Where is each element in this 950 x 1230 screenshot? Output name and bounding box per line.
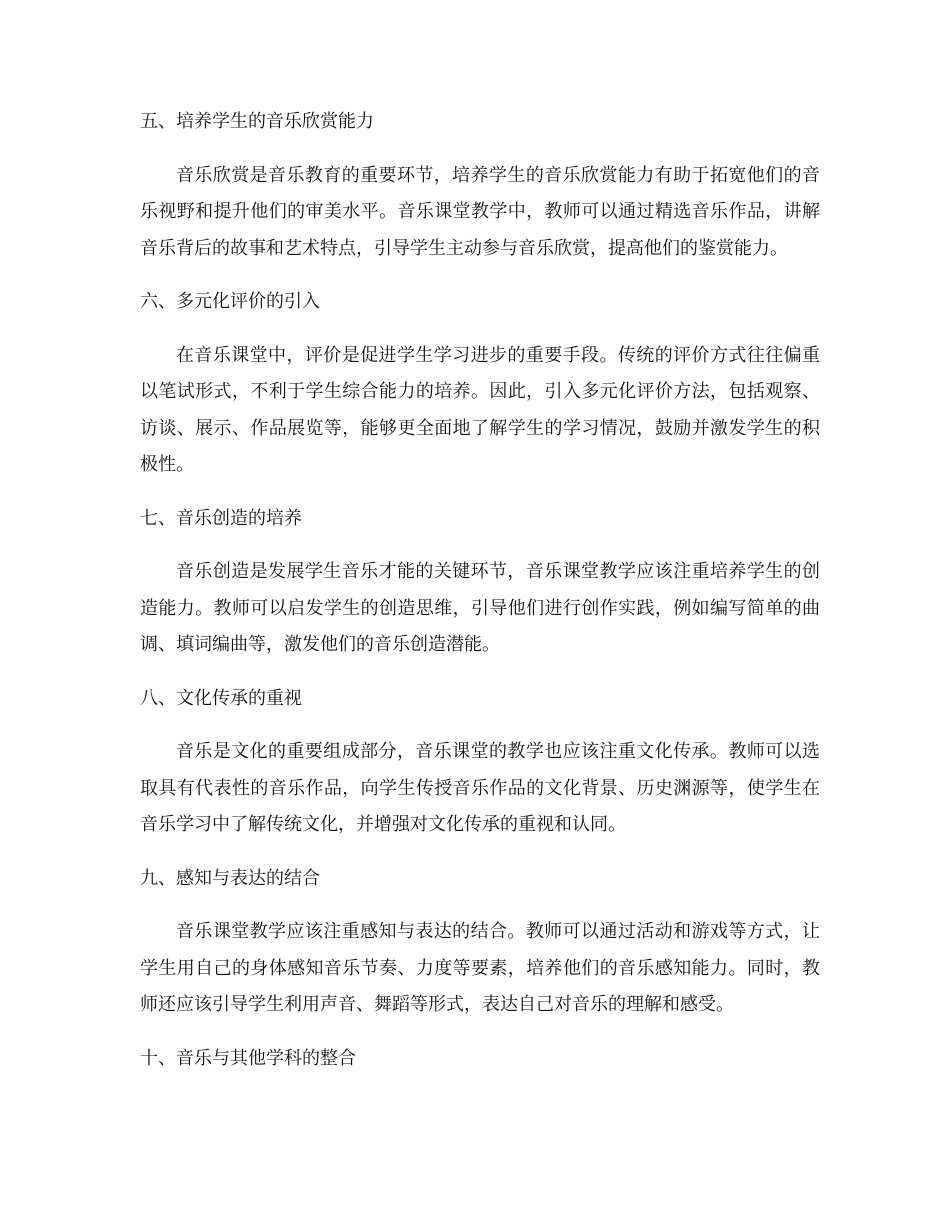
section-paragraph-7: 音乐创造是发展学生音乐才能的关键环节，音乐课堂教学应该注重培养学生的创造能力。教师可以启发学生的创造思维，引导他们进行创作实践，例如编写简单的曲调、填词编曲等，激发他们的音乐创造潜能。	[140, 561, 820, 655]
section-heading-9: 九、感知与表达的结合	[140, 867, 320, 889]
section-heading-6: 六、多元化评价的引入	[140, 291, 320, 312]
section-paragraph-5: 音乐欣赏是音乐教育的重要环节，培养学生的音乐欣赏能力有助于拓宽他们的音乐视野和提升他们的审美水平。音乐课堂教学中，教师可以通过精选音乐作品，讲解音乐背后的故事和艺术特点，引导学生主动参与音乐欣赏，提高他们的鉴赏能力。	[140, 164, 820, 259]
document-body	[140, 104, 820, 1094]
section-paragraph-8: 音乐是文化的重要组成部分，音乐课堂的教学也应该注重文化传承。教师可以选取具有代表性的音乐作品，向学生传授音乐作品的文化背景、历史渊源等，使学生在音乐学习中了解传统文化，并增强对文化传承的重视和认同。	[140, 741, 820, 835]
section-heading-7: 七、音乐创造的培养	[140, 507, 302, 529]
section-heading-8: 八、文化传承的重视	[140, 687, 302, 709]
section-heading-5: 五、培养学生的音乐欣赏能力	[140, 111, 374, 132]
section-paragraph-9: 音乐课堂教学应该注重感知与表达的结合。教师可以通过活动和游戏等方式，让学生用自己的身体感知音乐节奏、力度等要素，培养他们的音乐感知能力。同时，教师还应该引导学生利用声音、舞蹈等形式，表达自己对音乐的理解和感受。	[140, 921, 820, 1015]
section-paragraph-6: 在音乐课堂中，评价是促进学生学习进步的重要手段。传统的评价方式往往偏重以笔试形式，不利于学生综合能力的培养。因此，引入多元化评价方法，包括观察、访谈、展示、作品展览等，能够更全面地了解学生的学习情况，鼓励并激发学生的积极性。	[140, 344, 820, 475]
section-heading-10: 十、音乐与其他学科的整合	[140, 1047, 356, 1069]
